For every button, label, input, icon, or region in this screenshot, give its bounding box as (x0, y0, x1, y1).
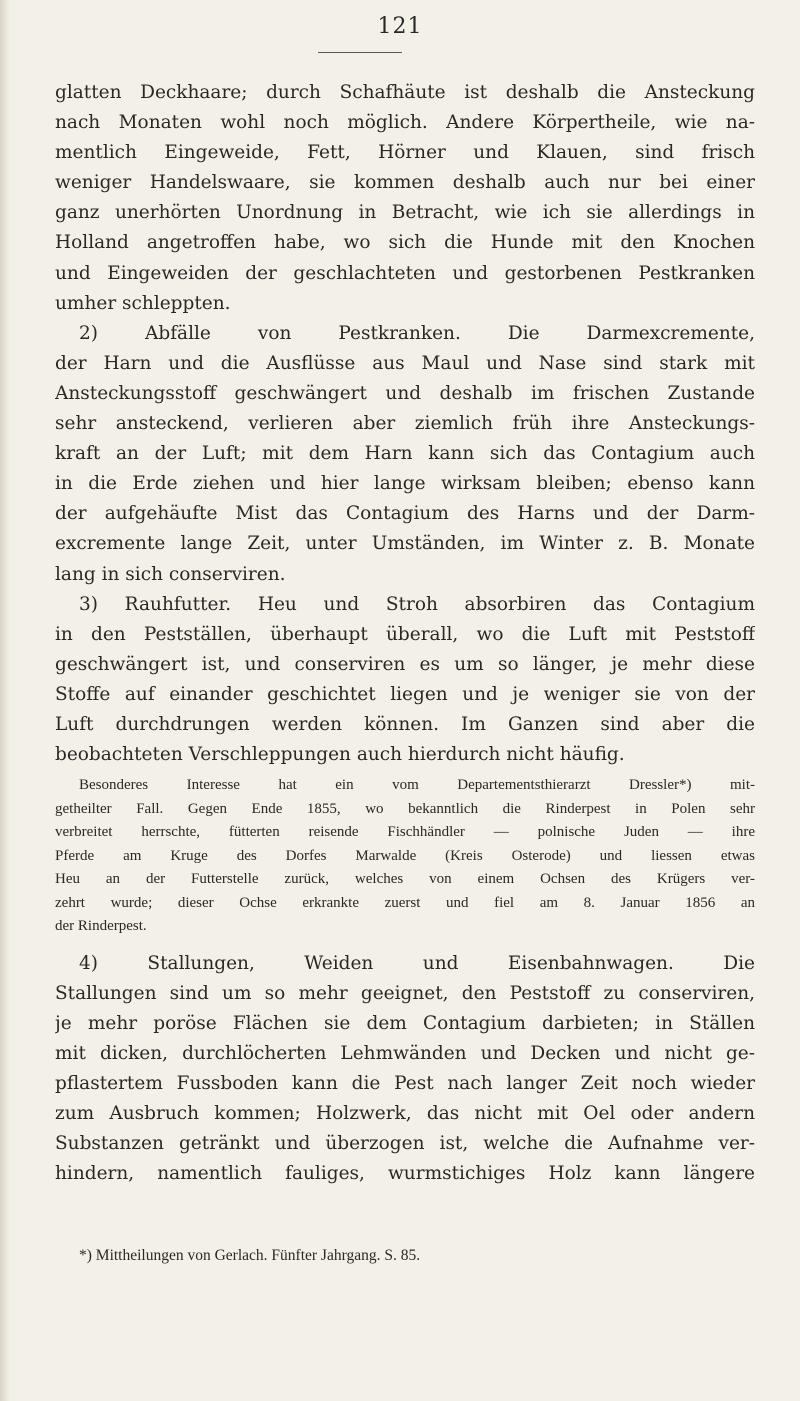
text-line: ganz unerhörten Unordnung in Betracht, wie ich sie allerdings in (55, 202, 755, 224)
page-edge-shadow (0, 0, 10, 1401)
small-text-line: Pferde am Kruge des Dorfes Marwalde (Kreis Osterode) und liessen etwas (55, 847, 755, 864)
text-line: excremente lange Zeit, unter Umständen, im Winter z. B. Monate (55, 533, 755, 555)
footnote: *) Mittheilungen von Gerlach. Fünfter Jahrgang. S. 85. (79, 1247, 421, 1264)
text-line: pflastertem Fussboden kann die Pest nach langer Zeit noch wieder (55, 1073, 755, 1095)
small-text-line: verbreitet herrschte, fütterten reisende Fischhändler — polnische Juden — ihre (55, 824, 755, 841)
text-line: der aufgehäufte Mist das Contagium des Harns und der Darm- (55, 503, 755, 525)
small-text-line: Besonderes Interesse hat ein vom Departementsthierarzt Dressler*) mit- (79, 777, 755, 794)
page-number: 121 (377, 14, 423, 39)
text-line: hindern, namentlich fauliges, wurmstichiges Holz kann längere (55, 1163, 755, 1185)
text-line: umher schleppten. (55, 292, 231, 314)
text-line: lang in sich conserviren. (55, 563, 286, 585)
text-line: 3) Rauhfutter. Heu und Stroh absorbiren das Contagium (79, 593, 755, 615)
text-line: Luft durchdrungen werden können. Im Ganzen sind aber die (55, 713, 755, 735)
text-line: mit dicken, durchlöcherten Lehmwänden und Decken und nicht ge- (55, 1042, 755, 1064)
text-line: mentlich Eingeweide, Fett, Hörner und Klauen, sind frisch (55, 142, 755, 164)
text-line: geschwängert ist, und conserviren es um so länger, je mehr diese (55, 653, 755, 675)
small-text-line: der Rinderpest. (55, 918, 147, 935)
small-text-line: getheilter Fall. Gegen Ende 1855, wo bekanntlich die Rinderpest in Polen sehr (55, 800, 755, 817)
page-number-rule (318, 52, 402, 53)
text-line: zum Ausbruch kommen; Holzwerk, das nicht mit Oel oder andern (55, 1103, 755, 1125)
text-line: Ansteckungsstoff geschwängert und deshalb im frischen Zustande (55, 382, 755, 404)
small-text-line: zehrt wurde; dieser Ochse erkrankte zuerst und fiel am 8. Januar 1856 an (55, 894, 755, 911)
text-line: Stallungen sind um so mehr geeignet, den Peststoff zu conserviren, (55, 982, 755, 1004)
text-line: in den Pestställen, überhaupt überall, wo die Luft mit Peststoff (55, 623, 755, 645)
text-line: 2) Abfälle von Pestkranken. Die Darmexcremente, (79, 322, 755, 344)
text-line: in die Erde ziehen und hier lange wirksam bleiben; ebenso kann (55, 473, 755, 495)
text-line: je mehr poröse Flächen sie dem Contagium darbieten; in Ställen (55, 1012, 755, 1034)
small-text-line: Heu an der Futterstelle zurück, welches von einem Ochsen des Krügers ver- (55, 871, 755, 888)
text-line: weniger Handelswaare, sie kommen deshalb auch nur bei einer (55, 172, 755, 194)
text-line: nach Monaten wohl noch möglich. Andere Körpertheile, wie na- (55, 112, 755, 134)
text-line: und Eingeweiden der geschlachteten und gestorbenen Pestkranken (55, 262, 755, 284)
text-line: glatten Deckhaare; durch Schafhäute ist deshalb die Ansteckung (55, 82, 755, 103)
text-line: 4) Stallungen, Weiden und Eisenbahnwagen. Die (79, 952, 755, 974)
text-line: Holland angetroffen habe, wo sich die Hunde mit den Knochen (55, 232, 755, 254)
text-line: der Harn und die Ausflüsse aus Maul und Nase sind stark mit (55, 352, 755, 374)
text-line: beobachteten Verschleppungen auch hierdurch nicht häufig. (55, 744, 625, 766)
text-line: kraft an der Luft; mit dem Harn kann sich das Contagium auch (55, 443, 755, 465)
text-line: Substanzen getränkt und überzogen ist, welche die Aufnahme ver- (55, 1133, 755, 1155)
text-line: Stoffe auf einander geschichtet liegen und je weniger sie von der (55, 683, 755, 705)
text-line: sehr ansteckend, verlieren aber ziemlich früh ihre Ansteckungs- (55, 413, 755, 435)
body-text (55, 78, 755, 1189)
